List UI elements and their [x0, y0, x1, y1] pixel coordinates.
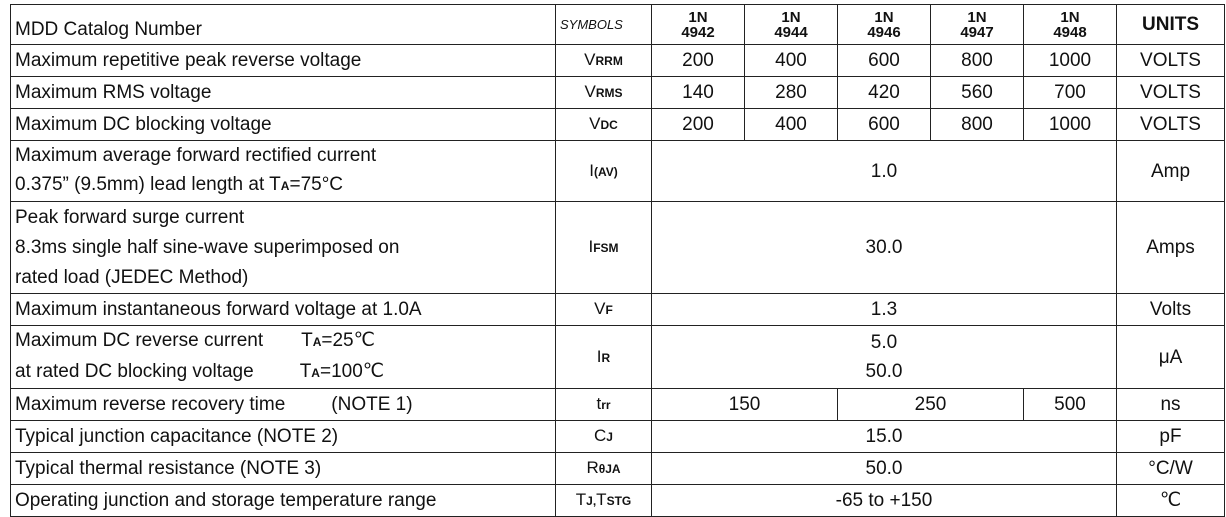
unit-cell: Volts: [1117, 294, 1225, 326]
value-cell: 280: [745, 77, 838, 109]
param-desc: Maximum average forward rectified current 0.375” (9.5mm) lead length at TA=75°C: [11, 141, 556, 202]
value-cell: 1.0: [652, 141, 1117, 202]
table-row-tj: [11, 485, 1225, 517]
value-cell: 1.3: [652, 294, 1117, 326]
param-desc: Maximum RMS voltage: [11, 77, 556, 109]
value-cell: 800: [931, 45, 1024, 77]
value-cell: 140: [652, 77, 745, 109]
value-cell: 200: [652, 45, 745, 77]
value-cell: 5.0 50.0: [652, 326, 1117, 389]
value-cell: 50.0: [652, 453, 1117, 485]
unit-cell: VOLTS: [1117, 45, 1225, 77]
unit-cell: μA: [1117, 326, 1225, 389]
part-header-4944: 1N 4944: [745, 5, 838, 45]
param-symbol: TJ,TSTG: [556, 485, 652, 517]
value-cell: 600: [838, 109, 931, 141]
part-header-4942: 1N 4942: [652, 5, 745, 45]
table-row-vrms: [11, 77, 1225, 109]
unit-cell: Amp: [1117, 141, 1225, 202]
unit-cell: pF: [1117, 421, 1225, 453]
symbols-header: SYMBOLS: [556, 5, 652, 45]
value-cell: 250: [838, 389, 1024, 421]
param-symbol: I(AV): [556, 141, 652, 202]
param-desc: Maximum reverse recovery time (NOTE 1): [11, 389, 556, 421]
param-symbol: IFSM: [556, 202, 652, 294]
value-cell: 800: [931, 109, 1024, 141]
param-desc: Typical thermal resistance (NOTE 3): [11, 453, 556, 485]
table-row-rth: [11, 453, 1225, 485]
table-row-ifsm: [11, 202, 1225, 294]
value-cell: 400: [745, 45, 838, 77]
unit-cell: Amps: [1117, 202, 1225, 294]
unit-cell: °C/W: [1117, 453, 1225, 485]
catalog-number-header: MDD Catalog Number: [11, 5, 556, 45]
param-desc: Maximum instantaneous forward voltage at 1.0A: [11, 294, 556, 326]
param-symbol: trr: [556, 389, 652, 421]
unit-cell: ℃: [1117, 485, 1225, 517]
value-cell: 15.0: [652, 421, 1117, 453]
param-desc: Peak forward surge current 8.3ms single half sine-wave superimposed on rated load (JEDEC Method): [11, 202, 556, 294]
value-cell: 1000: [1024, 109, 1117, 141]
value-cell: 30.0: [652, 202, 1117, 294]
param-symbol: VF: [556, 294, 652, 326]
units-header: UNITS: [1117, 5, 1225, 45]
unit-cell: ns: [1117, 389, 1225, 421]
table-row-vrrm: [11, 45, 1225, 77]
part-header-4947: 1N 4947: [931, 5, 1024, 45]
param-desc: Typical junction capacitance (NOTE 2): [11, 421, 556, 453]
value-cell: -65 to +150: [652, 485, 1117, 517]
param-symbol: VRMS: [556, 77, 652, 109]
value-cell: 200: [652, 109, 745, 141]
ratings-table: [10, 4, 1225, 517]
param-desc: Maximum DC reverse current TA=25℃ at rated DC blocking voltage TA=100℃: [11, 326, 556, 389]
value-cell: 700: [1024, 77, 1117, 109]
table-row-vdc: [11, 109, 1225, 141]
table-row-vf: [11, 294, 1225, 326]
value-cell: 1000: [1024, 45, 1117, 77]
param-symbol: RθJA: [556, 453, 652, 485]
param-symbol: IR: [556, 326, 652, 389]
unit-cell: VOLTS: [1117, 77, 1225, 109]
value-cell: 150: [652, 389, 838, 421]
value-cell: 560: [931, 77, 1024, 109]
param-symbol: VDC: [556, 109, 652, 141]
table-row-iav: [11, 141, 1225, 202]
part-header-4948: 1N 4948: [1024, 5, 1117, 45]
header-row: [11, 5, 1225, 45]
value-cell: 420: [838, 77, 931, 109]
table-row-ir: [11, 326, 1225, 389]
value-cell: 400: [745, 109, 838, 141]
param-symbol: CJ: [556, 421, 652, 453]
part-header-4946: 1N 4946: [838, 5, 931, 45]
table-row-trr: [11, 389, 1225, 421]
value-cell: 500: [1024, 389, 1117, 421]
param-symbol: VRRM: [556, 45, 652, 77]
value-cell: 600: [838, 45, 931, 77]
table-row-cj: [11, 421, 1225, 453]
param-desc: Maximum repetitive peak reverse voltage: [11, 45, 556, 77]
param-desc: Operating junction and storage temperature range: [11, 485, 556, 517]
unit-cell: VOLTS: [1117, 109, 1225, 141]
param-desc: Maximum DC blocking voltage: [11, 109, 556, 141]
